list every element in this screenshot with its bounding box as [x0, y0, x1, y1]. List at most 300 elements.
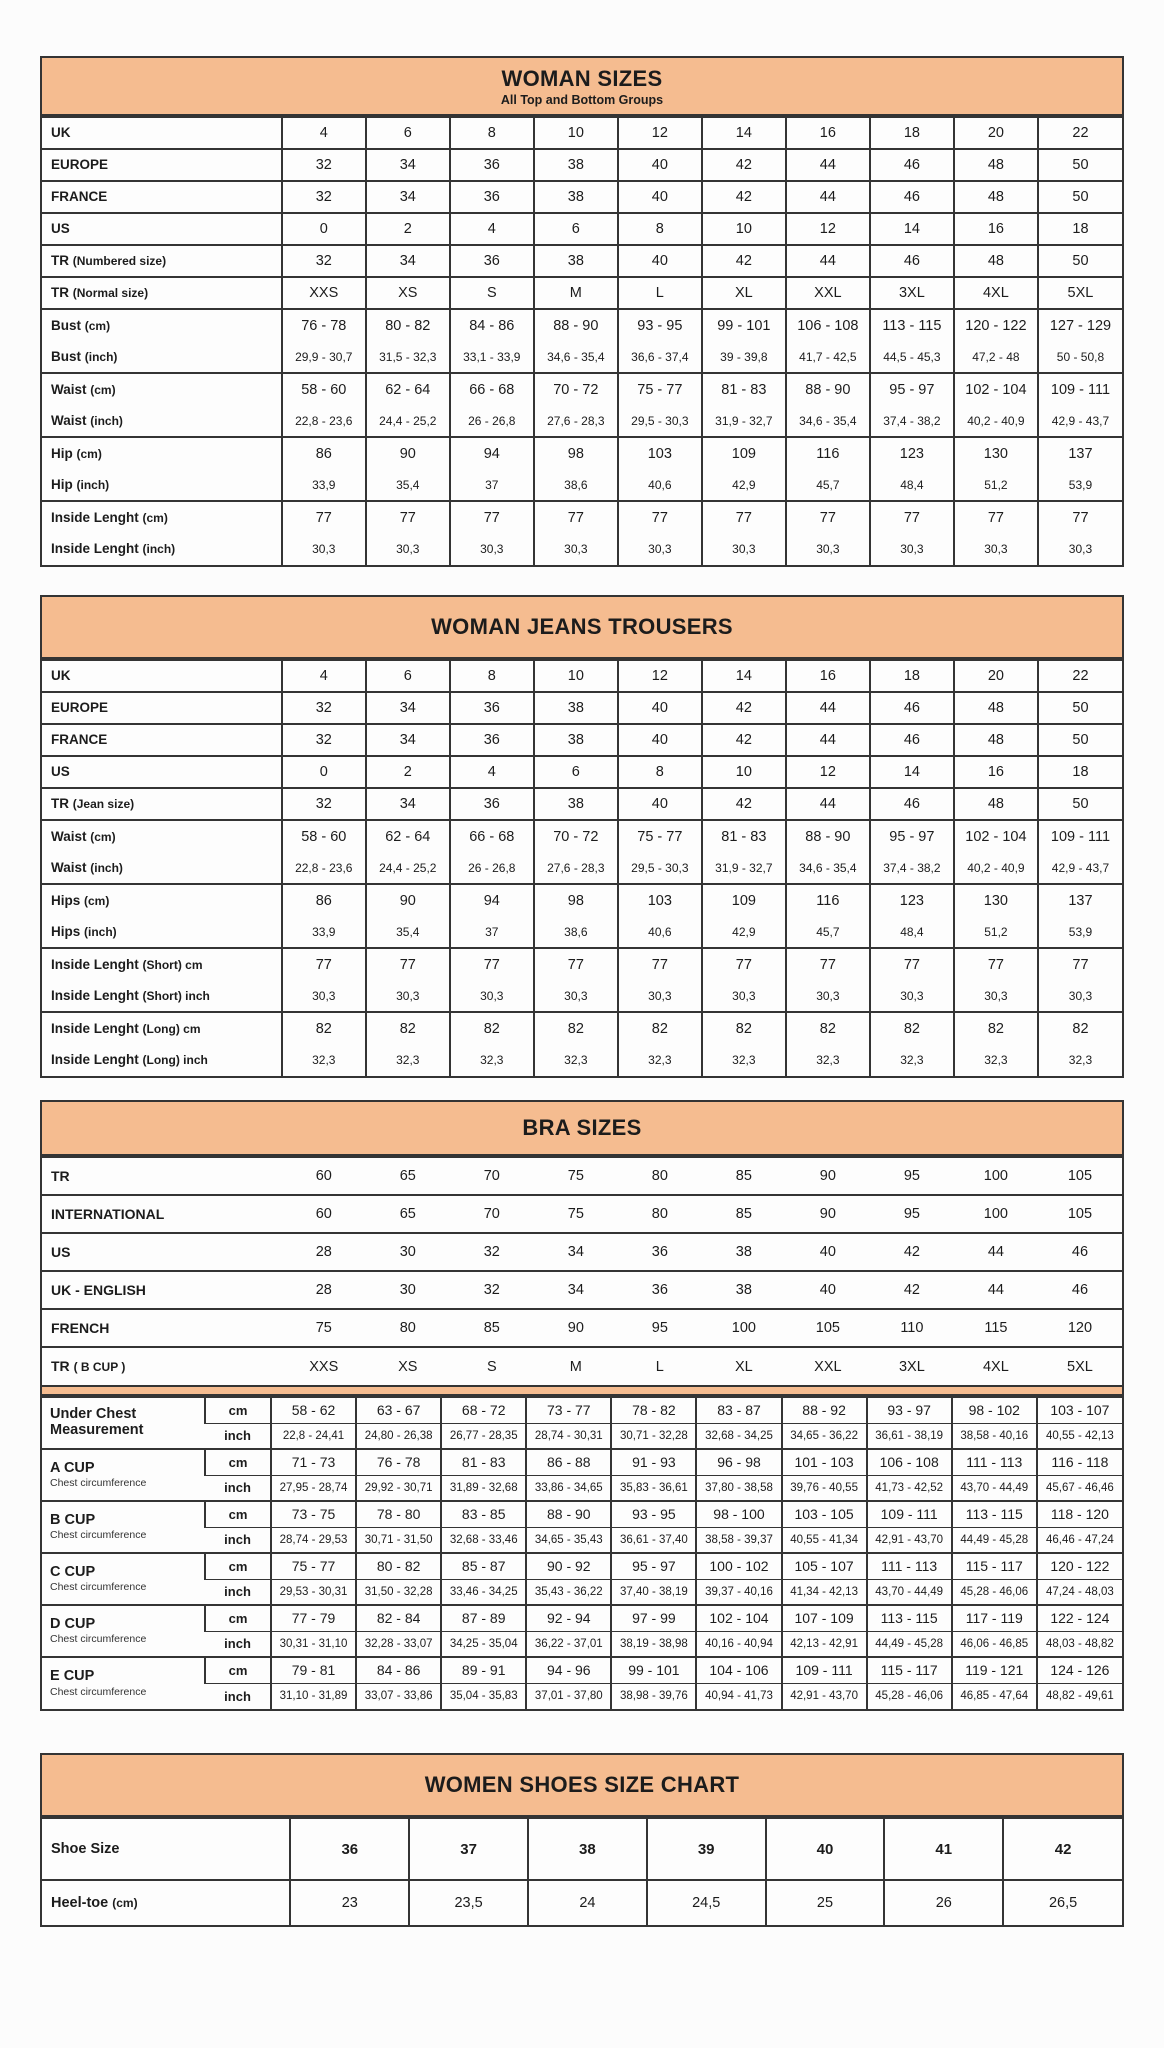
size-cell: 77 — [534, 501, 618, 533]
size-cell: 77 — [366, 948, 450, 980]
size-cell: 137 — [1038, 884, 1122, 916]
size-cell: 42 — [702, 788, 786, 820]
size-cell: 16 — [786, 117, 870, 149]
size-cell: 103 — [618, 884, 702, 916]
size-cell: 88 - 90 — [786, 820, 870, 852]
size-cell: 28 — [315, 1244, 332, 1260]
data-table — [42, 1817, 1122, 1925]
size-cell: 32,28 - 33,07 — [356, 1631, 441, 1657]
table-row — [42, 1501, 1122, 1527]
size-cell: 37,40 - 38,19 — [611, 1579, 696, 1605]
table-row — [42, 1553, 1122, 1579]
size-cell: 29,5 - 30,3 — [618, 405, 702, 437]
size-cell: 29,53 - 30,31 — [271, 1579, 356, 1605]
size-cell: 85 — [735, 1206, 752, 1222]
size-cell: 115 - 117 — [952, 1553, 1037, 1579]
size-cell: 20 — [954, 660, 1038, 692]
row-label: Inside Lenght (inch) — [51, 541, 176, 557]
size-cell: 90 — [819, 1206, 836, 1222]
size-cell: 77 — [954, 501, 1038, 533]
size-cell: 101 - 103 — [782, 1449, 867, 1475]
size-cell: 75 — [315, 1320, 332, 1336]
size-cell: 34,6 - 35,4 — [786, 852, 870, 884]
size-cell: 16 — [954, 756, 1038, 788]
cup-label: A CUP — [50, 1459, 95, 1476]
table-row — [42, 916, 1122, 948]
size-cell: 4 — [282, 117, 366, 149]
size-cell: 34 — [366, 245, 450, 277]
table-row — [42, 501, 1122, 533]
size-cell: 47,2 - 48 — [954, 341, 1038, 373]
size-cell: 22,8 - 24,41 — [271, 1423, 356, 1449]
size-cell: 34 — [567, 1244, 584, 1260]
row-label: Inside Lenght (Short) inch — [51, 987, 210, 1003]
size-cell: 66 - 68 — [450, 820, 534, 852]
row-label: Inside Lenght (Short) cm — [51, 956, 203, 972]
row-label — [42, 1397, 205, 1449]
label-paren: (inch) — [90, 860, 123, 875]
size-cell: 44 — [987, 1244, 1004, 1260]
woman-jeans-grid — [42, 659, 1122, 1076]
size-cell: 94 - 96 — [526, 1657, 611, 1683]
size-cell: 34,6 - 35,4 — [534, 341, 618, 373]
size-cell: 84 - 86 — [450, 309, 534, 341]
size-cell: 32,68 - 34,25 — [696, 1423, 781, 1449]
size-cell: 75 — [567, 1206, 584, 1222]
size-cell: 36 — [651, 1282, 668, 1298]
size-cell: 32 — [282, 788, 366, 820]
size-cell: 58 - 60 — [282, 373, 366, 405]
table-title: WOMAN SIZES — [501, 66, 663, 91]
size-cell: 8 — [450, 117, 534, 149]
size-cell: 46,46 - 47,24 — [1037, 1527, 1122, 1553]
size-cell: 40 — [819, 1244, 836, 1260]
size-cell: 27,95 - 28,74 — [271, 1475, 356, 1501]
size-cell: 71 - 73 — [271, 1449, 356, 1475]
size-cell: 37,80 - 38,58 — [696, 1475, 781, 1501]
table-row — [42, 724, 1122, 756]
size-cell: 38 — [534, 788, 618, 820]
table-row — [42, 245, 1122, 277]
table-row — [42, 1605, 1122, 1631]
size-cell: 80 — [399, 1320, 416, 1336]
size-cell: 30,3 — [1038, 980, 1122, 1012]
cup-label: D CUP — [50, 1615, 96, 1632]
size-cell: 0 — [282, 756, 366, 788]
size-cell: 2 — [366, 213, 450, 245]
size-cell: 50 — [1038, 692, 1122, 724]
size-cell: 20 — [954, 117, 1038, 149]
size-cell: 82 — [1038, 1012, 1122, 1044]
size-cell: 44 — [786, 724, 870, 756]
size-cell: 32,3 — [450, 1044, 534, 1076]
size-cell: 94 — [450, 884, 534, 916]
size-cell: 33,9 — [282, 469, 366, 501]
size-cell: 30,3 — [534, 980, 618, 1012]
cup-label: E CUP — [50, 1668, 95, 1685]
size-cell: 34,25 - 35,04 — [441, 1631, 526, 1657]
size-cell: 50 — [1038, 724, 1122, 756]
size-cell: 123 — [870, 884, 954, 916]
size-cell: 26 - 26,8 — [450, 852, 534, 884]
row-label — [42, 1657, 205, 1709]
size-cell: 77 — [366, 501, 450, 533]
size-cell: 36 — [651, 1244, 668, 1260]
row-label: Hips (inch) — [51, 923, 117, 939]
row-label: Bust (cm) — [51, 317, 111, 333]
size-cell: 38 — [534, 724, 618, 756]
table-row — [42, 341, 1122, 373]
size-cell: 36 — [290, 1818, 409, 1880]
label-paren: (cm) — [76, 446, 102, 461]
size-cell: 36 — [450, 245, 534, 277]
size-cell: 41,34 - 42,13 — [782, 1579, 867, 1605]
size-cell: 40,2 - 40,9 — [954, 852, 1038, 884]
size-cell: 60 — [315, 1206, 332, 1222]
size-cell: 32,68 - 33,46 — [441, 1527, 526, 1553]
size-cell: 8 — [618, 213, 702, 245]
size-cell: 32 — [282, 181, 366, 213]
size-cell: 44,49 - 45,28 — [952, 1527, 1037, 1553]
size-cell: 12 — [786, 213, 870, 245]
size-cell: 6 — [534, 213, 618, 245]
size-cell: 38 — [534, 245, 618, 277]
size-cell: 110 — [900, 1320, 924, 1336]
unit-label: inch — [205, 1527, 271, 1553]
size-cell: 18 — [870, 117, 954, 149]
size-cell: 103 — [618, 437, 702, 469]
size-cell: 36 — [450, 724, 534, 756]
label-paren: (inch) — [76, 477, 110, 492]
size-cell: 82 — [366, 1012, 450, 1044]
size-cell: 40,94 - 41,73 — [696, 1683, 781, 1709]
size-cell: 89 - 91 — [441, 1657, 526, 1683]
size-cell: 75 - 77 — [618, 373, 702, 405]
size-cell: 30,31 - 31,10 — [271, 1631, 356, 1657]
size-cell: 77 — [1038, 501, 1122, 533]
table-row — [42, 980, 1122, 1012]
size-cell: 115 — [984, 1320, 1008, 1336]
size-cell: 70 — [483, 1168, 500, 1184]
row-label — [42, 1501, 205, 1553]
label-paren: (Normal size) — [72, 286, 149, 301]
size-cell: 34 — [366, 149, 450, 181]
size-cell: 99 - 101 — [611, 1657, 696, 1683]
size-cell: 100 — [731, 1320, 756, 1336]
size-cell: 10 — [702, 756, 786, 788]
size-cell: 83 - 87 — [696, 1397, 781, 1423]
size-cell: 37 — [450, 916, 534, 948]
row-label: Heel-toe (cm) — [42, 1880, 290, 1925]
shoes-header — [42, 1755, 1122, 1817]
size-cell: 30,3 — [954, 533, 1038, 565]
label-paren: (cm) — [84, 318, 111, 333]
shoes-table — [40, 1753, 1124, 1927]
table-row — [42, 852, 1122, 884]
size-cell: 22,8 - 23,6 — [282, 405, 366, 437]
size-cell: 44,5 - 45,3 — [870, 341, 954, 373]
size-cell: 118 - 120 — [1037, 1501, 1122, 1527]
size-cell: 32,3 — [786, 1044, 870, 1076]
size-cell: 77 — [702, 948, 786, 980]
cup-sublabel: Chest circumference — [50, 1581, 147, 1594]
size-cell: 26 - 26,8 — [450, 405, 534, 437]
size-cell: 45,28 - 46,06 — [952, 1579, 1037, 1605]
size-cell: 81 - 83 — [702, 373, 786, 405]
size-cell: 35,83 - 36,61 — [611, 1475, 696, 1501]
size-cell: 105 — [1067, 1168, 1093, 1184]
size-cell: 106 - 108 — [786, 309, 870, 341]
size-cell: 90 — [366, 437, 450, 469]
size-cell: 32 — [282, 692, 366, 724]
size-cell: 35,4 — [366, 469, 450, 501]
size-cell: 93 - 95 — [611, 1501, 696, 1527]
row-label: US — [51, 1243, 71, 1260]
size-cell: 28 — [315, 1282, 332, 1298]
size-cell: 80 — [651, 1168, 668, 1184]
size-cell: 120 — [1067, 1320, 1093, 1336]
row-label: TR (Jean size) — [51, 796, 135, 812]
size-cell: 78 - 80 — [356, 1501, 441, 1527]
size-cell: 82 — [954, 1012, 1038, 1044]
table-row — [42, 1157, 1122, 1195]
size-cell: 45,28 - 46,06 — [867, 1683, 952, 1709]
size-cell: 32,3 — [534, 1044, 618, 1076]
size-cell: 76 - 78 — [356, 1449, 441, 1475]
table-row — [42, 373, 1122, 405]
size-cell: 85 - 87 — [441, 1553, 526, 1579]
size-cell: 14 — [870, 756, 954, 788]
size-cell: 6 — [366, 117, 450, 149]
unit-label: cm — [205, 1605, 271, 1631]
woman-jeans-header — [42, 597, 1122, 659]
size-cell: 42,91 - 43,70 — [867, 1527, 952, 1553]
bra-sizes-header — [42, 1102, 1122, 1156]
size-cell: 27,6 - 28,3 — [534, 852, 618, 884]
size-cell: 46 — [870, 788, 954, 820]
size-cell: 98 — [534, 437, 618, 469]
size-cell: 102 - 104 — [954, 373, 1038, 405]
table-row — [42, 820, 1122, 852]
unit-label: inch — [205, 1631, 271, 1657]
size-cell: 32,3 — [366, 1044, 450, 1076]
size-cell: 70 — [483, 1206, 500, 1222]
size-cell: 95 - 97 — [870, 373, 954, 405]
size-cell: 42,9 — [702, 916, 786, 948]
table-row — [42, 1233, 1122, 1271]
label-paren: (inch) — [142, 542, 176, 557]
size-cell: 65 — [399, 1206, 416, 1222]
size-cell: 42 — [702, 245, 786, 277]
size-cell: 119 - 121 — [952, 1657, 1037, 1683]
size-cell: 46 — [870, 692, 954, 724]
size-cell: 45,67 - 46,46 — [1037, 1475, 1122, 1501]
size-cell: 48 — [954, 692, 1038, 724]
row-label: Bust (inch) — [51, 348, 118, 364]
size-cell: 103 - 105 — [782, 1501, 867, 1527]
size-cell: 93 - 95 — [618, 309, 702, 341]
size-cell: 80 — [651, 1206, 668, 1222]
size-cell: 36,61 - 37,40 — [611, 1527, 696, 1553]
row-label: Waist (inch) — [51, 859, 123, 875]
size-cell: 86 — [282, 884, 366, 916]
size-cell: 31,9 - 32,7 — [702, 405, 786, 437]
row-label: Hips (cm) — [51, 892, 110, 908]
size-cell: 30,3 — [702, 980, 786, 1012]
size-cell: 137 — [1038, 437, 1122, 469]
size-cell: 50 — [1038, 181, 1122, 213]
size-cell: 30,3 — [870, 980, 954, 1012]
size-cell: 68 - 72 — [441, 1397, 526, 1423]
size-cell: L — [618, 277, 702, 309]
size-cell: 62 - 64 — [366, 820, 450, 852]
size-cell: 105 — [815, 1320, 840, 1336]
size-cell: 84 - 86 — [356, 1657, 441, 1683]
size-cell: 30,3 — [534, 533, 618, 565]
size-cell: 34,6 - 35,4 — [786, 405, 870, 437]
size-cell: 42 — [702, 149, 786, 181]
size-cell: 116 - 118 — [1037, 1449, 1122, 1475]
row-label: INTERNATIONAL — [51, 1205, 165, 1222]
size-cell: 4 — [282, 660, 366, 692]
unit-label: cm — [205, 1397, 271, 1423]
size-cell: 18 — [1038, 756, 1122, 788]
size-cell: 70 - 72 — [534, 820, 618, 852]
size-cell: 26,5 — [1003, 1880, 1122, 1925]
size-cell: 42 — [702, 181, 786, 213]
size-cell: 92 - 94 — [526, 1605, 611, 1631]
size-cell: 30 — [399, 1244, 416, 1260]
woman-sizes-table — [40, 56, 1124, 567]
size-cell: 32 — [282, 149, 366, 181]
size-cell: 81 - 83 — [441, 1449, 526, 1475]
size-cell: 37,01 - 37,80 — [526, 1683, 611, 1709]
size-cell: 103 - 107 — [1037, 1397, 1122, 1423]
size-cell: 41,7 - 42,5 — [786, 341, 870, 373]
size-cell: 40 — [618, 788, 702, 820]
label-paren: (Short) inch — [142, 988, 210, 1003]
size-cell: 76 - 78 — [282, 309, 366, 341]
size-cell: 3XL — [898, 1358, 925, 1375]
size-cell: 96 - 98 — [696, 1449, 781, 1475]
label-paren: (cm) — [142, 510, 168, 525]
size-cell: 30,3 — [786, 980, 870, 1012]
size-cell: 70 - 72 — [534, 373, 618, 405]
size-cell: 25 — [766, 1880, 885, 1925]
unit-label: cm — [205, 1553, 271, 1579]
size-cell: 10 — [534, 660, 618, 692]
size-cell: 46 — [870, 245, 954, 277]
row-label: Inside Lenght (Long) cm — [51, 1020, 201, 1036]
size-cell: 120 - 122 — [954, 309, 1038, 341]
row-label: Waist (cm) — [51, 828, 116, 844]
size-cell: S — [450, 277, 534, 309]
size-cell: 22,8 - 23,6 — [282, 852, 366, 884]
size-cell: 130 — [954, 437, 1038, 469]
size-cell: 0 — [282, 213, 366, 245]
size-cell: S — [486, 1358, 497, 1375]
size-cell: XL — [702, 277, 786, 309]
size-cell: 32,3 — [282, 1044, 366, 1076]
size-cell: 87 - 89 — [441, 1605, 526, 1631]
row-label: FRENCH — [51, 1319, 110, 1336]
size-cell: 30,3 — [450, 980, 534, 1012]
table-row — [42, 692, 1122, 724]
size-cell: 31,89 - 32,68 — [441, 1475, 526, 1501]
size-cell: 33,46 - 34,25 — [441, 1579, 526, 1605]
size-cell: 77 — [534, 948, 618, 980]
table-row — [42, 469, 1122, 501]
size-cell: 65 — [399, 1168, 416, 1184]
table-title: WOMEN SHOES SIZE CHART — [424, 1772, 740, 1797]
size-cell: 104 - 106 — [696, 1657, 781, 1683]
size-cell: 95 — [903, 1206, 920, 1222]
size-cell: 82 — [618, 1012, 702, 1044]
size-cell: 38,6 — [534, 469, 618, 501]
row-label: Hip (inch) — [51, 476, 110, 492]
size-cell: 82 — [450, 1012, 534, 1044]
size-cell: 77 — [870, 948, 954, 980]
size-cell: 44,49 - 45,28 — [867, 1631, 952, 1657]
table-row — [42, 948, 1122, 980]
size-cell: 78 - 82 — [611, 1397, 696, 1423]
table-row — [42, 437, 1122, 469]
size-cell: 77 — [786, 501, 870, 533]
size-cell: 75 - 77 — [271, 1553, 356, 1579]
row-label: Hip (cm) — [51, 445, 102, 461]
unit-label: inch — [205, 1475, 271, 1501]
size-cell: 42 — [1003, 1818, 1122, 1880]
size-cell: 100 - 102 — [696, 1553, 781, 1579]
size-cell: 88 - 92 — [782, 1397, 867, 1423]
size-cell: 48 — [954, 245, 1038, 277]
size-cell: 86 — [282, 437, 366, 469]
size-cell: 44 — [987, 1282, 1004, 1298]
size-cell: 98 - 100 — [696, 1501, 781, 1527]
size-cell: L — [655, 1358, 664, 1375]
label-paren: (cm) — [112, 1895, 138, 1910]
unit-label: inch — [205, 1579, 271, 1605]
size-cell: 35,4 — [366, 916, 450, 948]
size-cell: 115 - 117 — [867, 1657, 952, 1683]
size-cell: 46,06 - 46,85 — [952, 1631, 1037, 1657]
size-cell: 6 — [366, 660, 450, 692]
size-cell: 30,3 — [954, 980, 1038, 1012]
size-cell: 38 — [735, 1244, 752, 1260]
size-cell: 63 - 67 — [356, 1397, 441, 1423]
cup-label: B CUP — [50, 1511, 96, 1528]
size-cell: 40 — [819, 1282, 836, 1298]
row-label: Waist (inch) — [51, 412, 123, 428]
size-cell: 42 — [903, 1282, 920, 1298]
size-cell: 77 — [1038, 948, 1122, 980]
size-cell: 30,3 — [618, 980, 702, 1012]
size-cell: 23,5 — [409, 1880, 528, 1925]
table-row — [42, 884, 1122, 916]
size-cell: 34 — [366, 181, 450, 213]
label-paren: (inch) — [84, 349, 118, 364]
size-cell: 99 - 101 — [702, 309, 786, 341]
size-cell: 28,74 - 29,53 — [271, 1527, 356, 1553]
size-cell: 51,2 — [954, 916, 1038, 948]
size-cell: 46,85 - 47,64 — [952, 1683, 1037, 1709]
table-row — [42, 788, 1122, 820]
label-paren: (cm) — [90, 382, 116, 397]
size-cell: 14 — [702, 660, 786, 692]
size-cell: 40,6 — [618, 469, 702, 501]
size-cell: 14 — [702, 117, 786, 149]
unit-label: cm — [205, 1657, 271, 1683]
